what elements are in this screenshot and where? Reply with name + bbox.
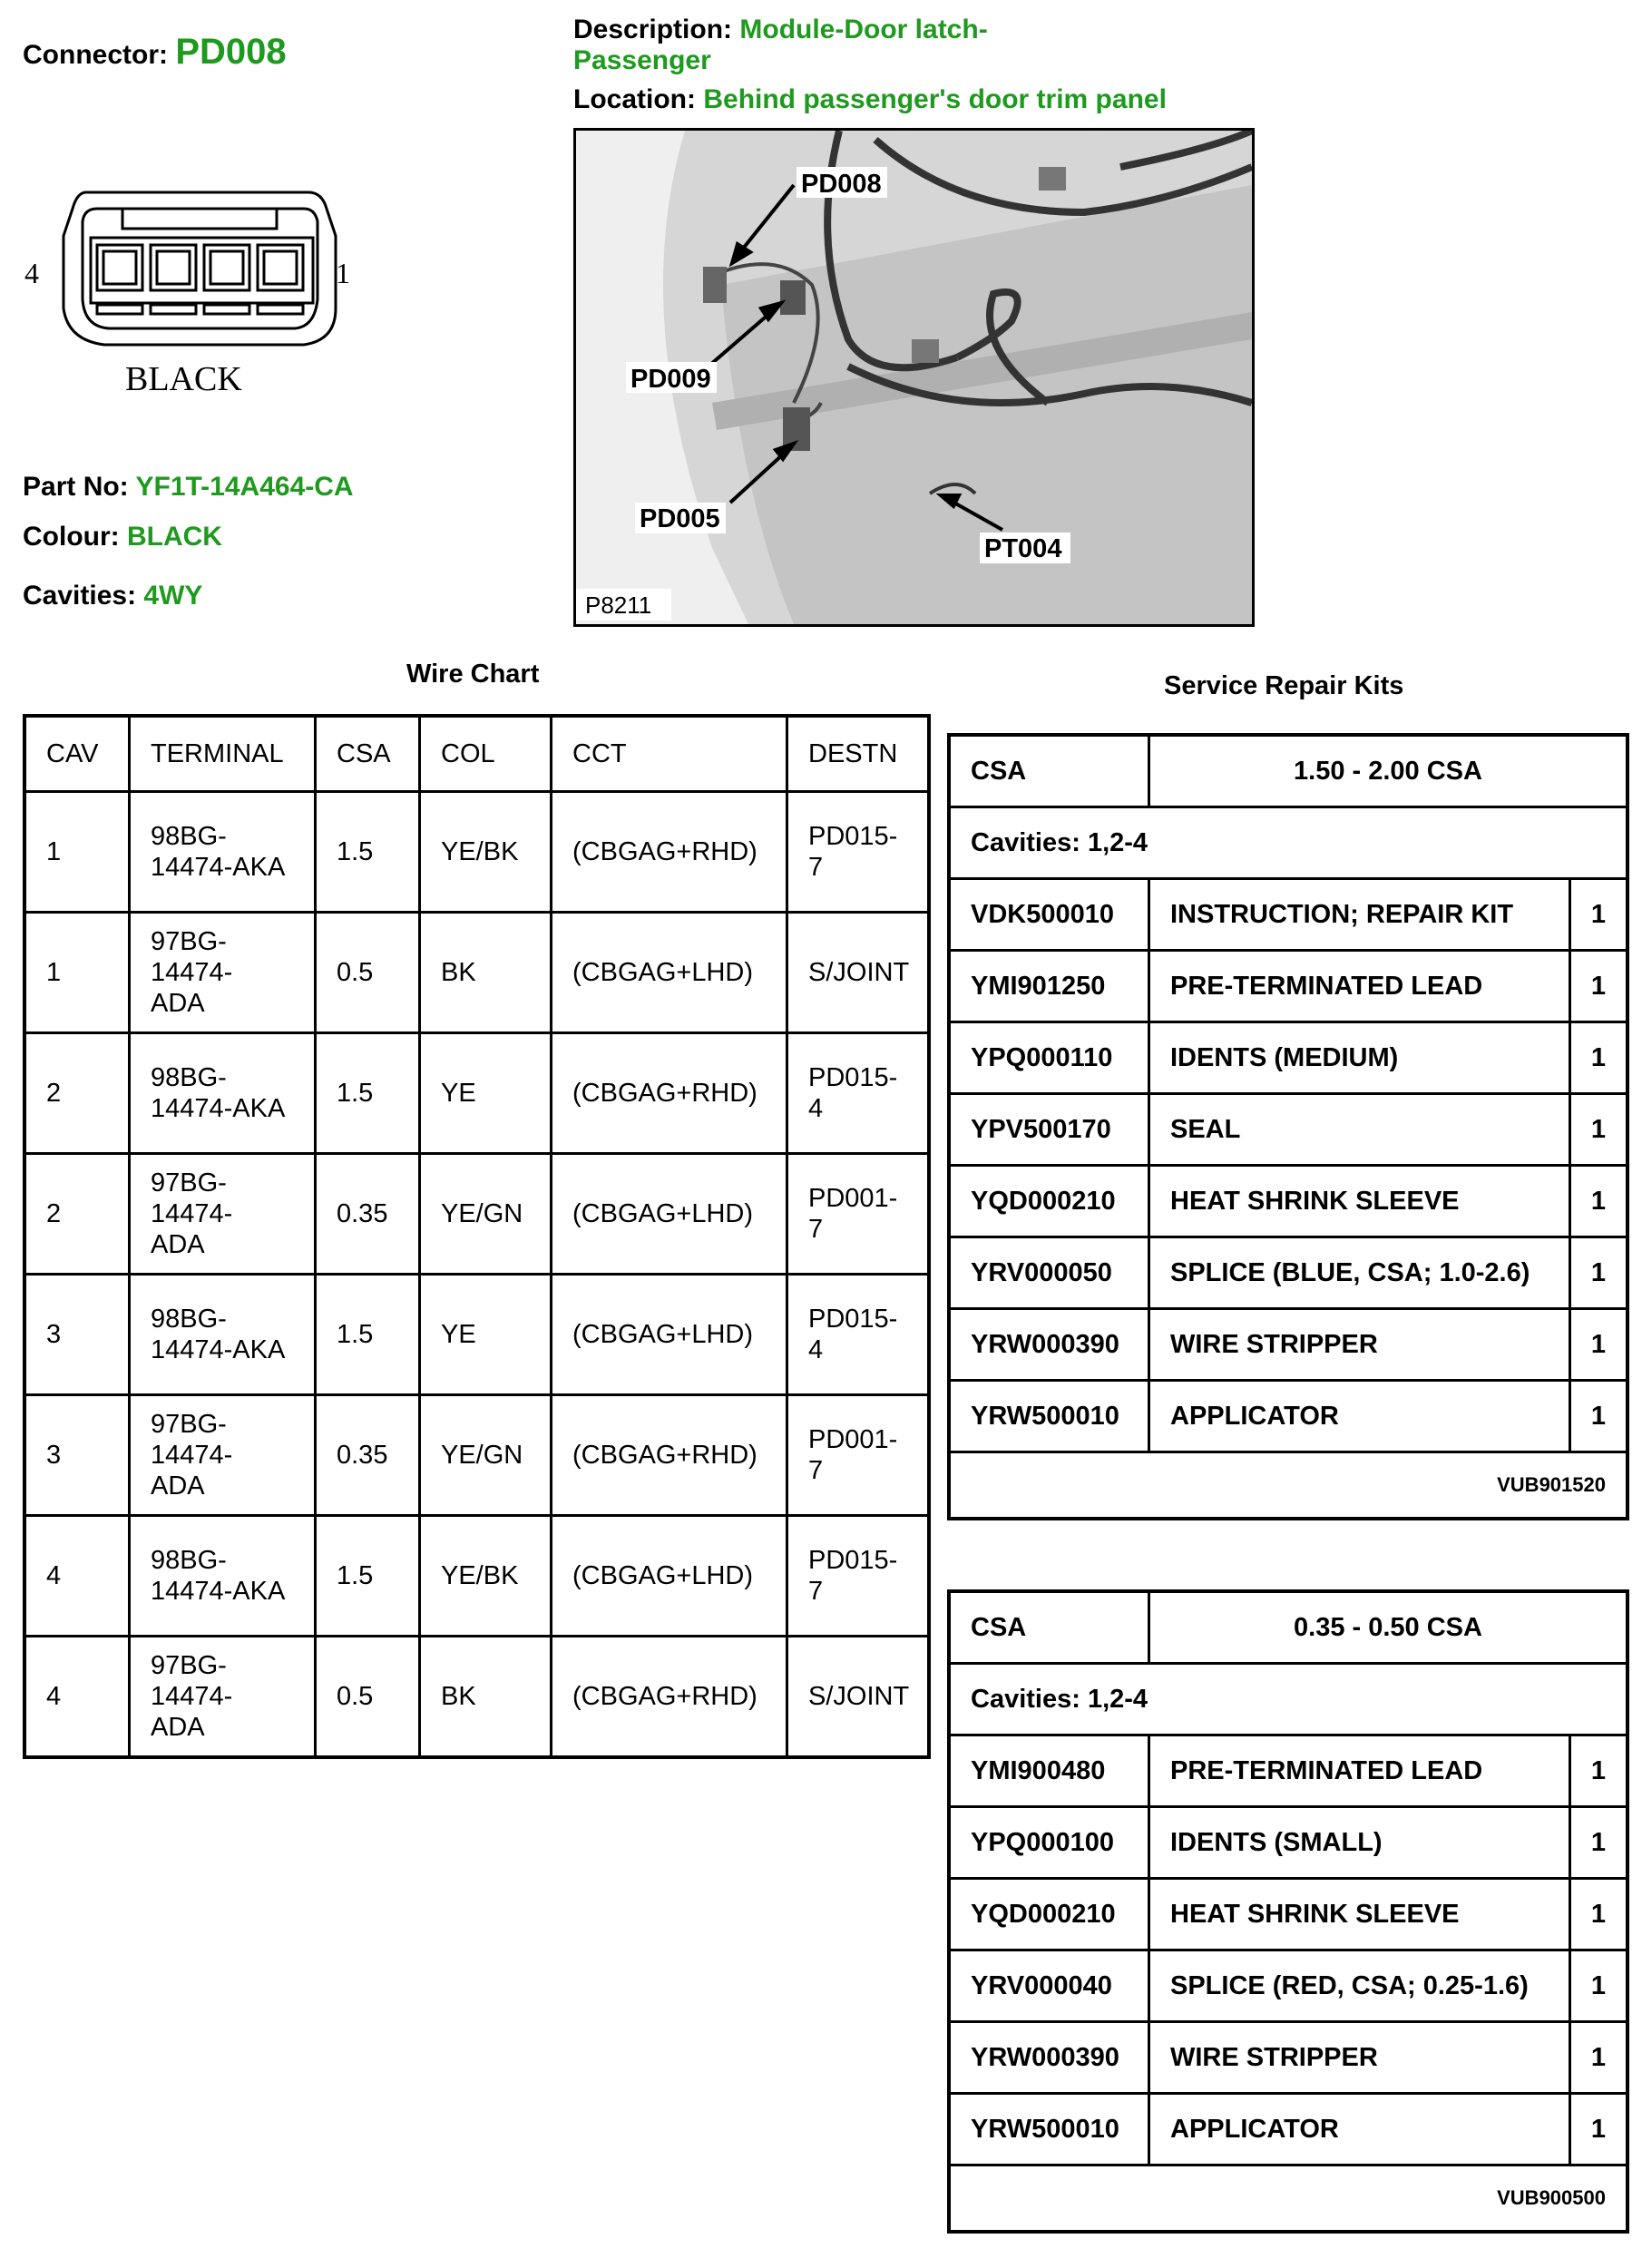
cell-cav: 1 (24, 913, 130, 1033)
kit-csa-row (949, 1591, 1627, 1664)
cell-line: PD015- (808, 1305, 898, 1334)
kit-ref: VUB901520 (949, 1452, 1627, 1520)
cell-cct: (CBGAG+LHD) (552, 1154, 787, 1275)
kit-item-code: YPQ000100 (949, 1807, 1149, 1879)
cell-terminal (130, 1033, 316, 1154)
cell-line: 14474-AKA (151, 853, 286, 882)
cell-col: YE (420, 1033, 552, 1154)
table-row (24, 1395, 929, 1516)
kit-item-code: YRW500010 (949, 1381, 1149, 1452)
cell-line: 7 (808, 853, 824, 882)
kit-item-qty: 1 (1570, 951, 1628, 1022)
description-value-2: Passenger (573, 45, 711, 75)
cell-line: 98BG- (151, 822, 227, 851)
kit-item-desc: SPLICE (RED, CSA; 0.25-1.6) (1149, 1950, 1570, 2022)
kit-item-desc: INSTRUCTION; REPAIR KIT (1149, 879, 1570, 951)
repair-kits-title: Service Repair Kits (1164, 671, 1404, 700)
kit-item-code: YPQ000110 (949, 1022, 1149, 1094)
kit-item-row (949, 1735, 1627, 1807)
table-row (24, 913, 929, 1033)
location-photo (573, 128, 1255, 627)
kit-cavities: Cavities: 1,2-4 (949, 1664, 1627, 1735)
cell-csa: 1.5 (316, 1516, 420, 1637)
cell-col: YE (420, 1275, 552, 1395)
location-value: Behind passenger's door trim panel (703, 84, 1167, 114)
kit-item-row (949, 1022, 1627, 1094)
connector-label: Connector: (23, 40, 168, 70)
kit-item-desc: PRE-TERMINATED LEAD (1149, 951, 1570, 1022)
cell-destn (787, 1154, 930, 1275)
cell-line: 7 (808, 1215, 824, 1244)
cell-cav: 4 (24, 1637, 130, 1758)
kit-item-desc: IDENTS (SMALL) (1149, 1807, 1570, 1879)
cell-col: BK (420, 913, 552, 1033)
cavities-label: Cavities: (23, 581, 137, 611)
callout-pd009: PD009 (630, 365, 711, 394)
table-row (24, 1637, 929, 1758)
kit-item-qty: 1 (1570, 1094, 1628, 1166)
cell-line: 14474-AKA (151, 1577, 286, 1606)
header-destn: DESTN (787, 716, 930, 792)
callout-pd005: PD005 (640, 504, 720, 533)
kit-item-desc: IDENTS (MEDIUM) (1149, 1022, 1570, 1094)
cell-destn (787, 1637, 930, 1758)
cell-line: 98BG- (151, 1546, 227, 1575)
cell-cct: (CBGAG+LHD) (552, 913, 787, 1033)
cell-line: ADA (151, 1230, 205, 1259)
pin-label-right: 1 (336, 257, 350, 289)
cell-line: PD015- (808, 1063, 898, 1092)
kit-item-code: YRW500010 (949, 2094, 1149, 2165)
cell-cct: (CBGAG+RHD) (552, 1395, 787, 1516)
callout-pt004: PT004 (984, 534, 1062, 563)
header-cct: CCT (552, 716, 787, 792)
cell-csa: 1.5 (316, 1275, 420, 1395)
kit-item-desc: APPLICATOR (1149, 2094, 1570, 2165)
cell-col: BK (420, 1637, 552, 1758)
cell-cav: 4 (24, 1516, 130, 1637)
kit-item-row (949, 2022, 1627, 2094)
cell-cct: (CBGAG+LHD) (552, 1516, 787, 1637)
kit-csa-label: CSA (949, 1591, 1149, 1664)
kit-item-row (949, 1166, 1627, 1237)
kit-item-row (949, 1381, 1627, 1452)
cell-cav: 1 (24, 792, 130, 913)
kit-item-qty: 1 (1570, 2022, 1628, 2094)
cell-csa: 0.35 (316, 1395, 420, 1516)
location-photo-svg (576, 131, 1252, 624)
cell-line: 97BG- (151, 1168, 227, 1198)
kit-item-qty: 1 (1570, 879, 1628, 951)
wire-chart-title: Wire Chart (406, 660, 540, 689)
kit-item-row (949, 1879, 1627, 1950)
kit-item-desc: HEAT SHRINK SLEEVE (1149, 1879, 1570, 1950)
cell-line: 97BG- (151, 927, 227, 956)
repair-kit-table (947, 1589, 1629, 2234)
kit-item-qty: 1 (1570, 1879, 1628, 1950)
table-row (24, 1516, 929, 1637)
table-row (24, 1033, 929, 1154)
cell-csa: 0.5 (316, 1637, 420, 1758)
cell-terminal (130, 1395, 316, 1516)
connector-face-svg (23, 181, 367, 399)
kit-item-row (949, 1807, 1627, 1879)
cell-terminal (130, 1154, 316, 1275)
cell-destn (787, 1275, 930, 1395)
cell-line: 4 (808, 1335, 824, 1364)
kit-ref-row (949, 1452, 1627, 1520)
kit-cavities-row (949, 807, 1627, 879)
cell-destn (787, 913, 930, 1033)
cell-terminal (130, 1637, 316, 1758)
colour-block (23, 522, 222, 552)
cell-line: 14474- (151, 1682, 233, 1711)
cell-csa: 0.5 (316, 913, 420, 1033)
connector-face-diagram (23, 181, 367, 399)
kit-item-qty: 1 (1570, 1381, 1628, 1452)
cell-terminal (130, 1516, 316, 1637)
cell-line: 7 (808, 1577, 824, 1606)
cell-line: 14474- (151, 1199, 233, 1228)
location-block (573, 84, 1167, 115)
kit-item-row (949, 879, 1627, 951)
kit-csa-range: 0.35 - 0.50 CSA (1149, 1591, 1628, 1664)
kit-item-code: YMI901250 (949, 951, 1149, 1022)
cell-line: 98BG- (151, 1063, 227, 1092)
kit-item-desc: HEAT SHRINK SLEEVE (1149, 1166, 1570, 1237)
cell-cct: (CBGAG+RHD) (552, 792, 787, 913)
kit-item-qty: 1 (1570, 1309, 1628, 1381)
kit-item-desc: SEAL (1149, 1094, 1570, 1166)
kit-csa-row (949, 735, 1627, 807)
kit-item-code: YMI900480 (949, 1735, 1149, 1807)
cell-destn (787, 1033, 930, 1154)
cell-line: 14474-AKA (151, 1335, 286, 1364)
colour-label: Colour: (23, 522, 120, 552)
kit-item-desc: APPLICATOR (1149, 1381, 1570, 1452)
kit-item-row (949, 1309, 1627, 1381)
cell-csa: 1.5 (316, 1033, 420, 1154)
table-row (24, 1275, 929, 1395)
cell-line: ADA (151, 989, 205, 1018)
kit-item-qty: 1 (1570, 1237, 1628, 1309)
location-label: Location: (573, 84, 696, 114)
kit-item-desc: WIRE STRIPPER (1149, 2022, 1570, 2094)
kit-item-desc: WIRE STRIPPER (1149, 1309, 1570, 1381)
kit-item-row (949, 1094, 1627, 1166)
cell-cav: 3 (24, 1275, 130, 1395)
cell-cct: (CBGAG+LHD) (552, 1275, 787, 1395)
table-row (24, 792, 929, 913)
cell-destn (787, 1516, 930, 1637)
cell-col: YE/BK (420, 792, 552, 913)
cell-line: S/JOINT (808, 1682, 910, 1711)
part-no-label: Part No: (23, 472, 129, 502)
cell-csa: 0.35 (316, 1154, 420, 1275)
cell-csa: 1.5 (316, 792, 420, 913)
cell-line: PD001- (808, 1425, 898, 1454)
cavities-value: 4WY (143, 581, 203, 611)
cell-cav: 2 (24, 1154, 130, 1275)
kit-item-qty: 1 (1570, 1022, 1628, 1094)
cell-terminal (130, 1275, 316, 1395)
header-csa: CSA (316, 716, 420, 792)
cell-line: 97BG- (151, 1410, 227, 1439)
cell-terminal (130, 913, 316, 1033)
connector-heading (23, 32, 287, 73)
kit-item-code: VDK500010 (949, 879, 1149, 951)
kit-item-row (949, 1237, 1627, 1309)
part-no-block (23, 472, 354, 503)
kit-item-qty: 1 (1570, 1735, 1628, 1807)
cell-line: 14474-AKA (151, 1094, 286, 1123)
cell-terminal (130, 792, 316, 913)
description-label: Description: (573, 15, 733, 44)
callout-pd008: PD008 (801, 170, 882, 199)
connector-color-text: BLACK (125, 360, 242, 398)
kit-cavities: Cavities: 1,2-4 (949, 807, 1627, 879)
cell-destn (787, 792, 930, 913)
photo-ref: P8211 (585, 591, 652, 619)
kit-item-row (949, 951, 1627, 1022)
colour-value: BLACK (126, 522, 222, 552)
repair-kit-table (947, 733, 1629, 1520)
wire-chart-header-row (24, 716, 929, 792)
cell-col: YE/BK (420, 1516, 552, 1637)
cell-col: YE/GN (420, 1154, 552, 1275)
part-no-value: YF1T-14A464-CA (135, 472, 354, 502)
cell-line: ADA (151, 1471, 205, 1501)
kit-item-code: YRW000390 (949, 1309, 1149, 1381)
cell-cav: 2 (24, 1033, 130, 1154)
description-value-1: Module-Door latch- (739, 15, 988, 44)
cell-cct: (CBGAG+RHD) (552, 1637, 787, 1758)
kit-item-desc: PRE-TERMINATED LEAD (1149, 1735, 1570, 1807)
pin-label-left: 4 (24, 257, 39, 289)
header-col: COL (420, 716, 552, 792)
header-cav: CAV (24, 716, 130, 792)
kit-item-code: YRW000390 (949, 2022, 1149, 2094)
cell-cav: 3 (24, 1395, 130, 1516)
cell-line: ADA (151, 1713, 205, 1742)
kit-item-code: YRV000040 (949, 1950, 1149, 2022)
kit-ref: VUB900500 (949, 2165, 1627, 2233)
kit-item-qty: 1 (1570, 1166, 1628, 1237)
kit-item-desc: SPLICE (BLUE, CSA; 1.0-2.6) (1149, 1237, 1570, 1309)
kit-item-qty: 1 (1570, 1807, 1628, 1879)
cell-line: S/JOINT (808, 958, 910, 987)
description-block (573, 15, 988, 76)
kit-item-qty: 1 (1570, 1950, 1628, 2022)
kit-ref-row (949, 2165, 1627, 2233)
kit-item-row (949, 2094, 1627, 2165)
cell-line: PD015- (808, 1546, 898, 1575)
cell-destn (787, 1395, 930, 1516)
cell-line: PD001- (808, 1184, 898, 1213)
kit-item-code: YPV500170 (949, 1094, 1149, 1166)
cell-line: 97BG- (151, 1651, 227, 1680)
table-row (24, 1154, 929, 1275)
wire-chart-table (23, 714, 931, 1759)
kit-item-row (949, 1950, 1627, 2022)
kit-cavities-row (949, 1664, 1627, 1735)
cavities-block (23, 581, 202, 611)
kit-csa-label: CSA (949, 735, 1149, 807)
kit-item-code: YRV000050 (949, 1237, 1149, 1309)
kit-csa-range: 1.50 - 2.00 CSA (1149, 735, 1628, 807)
cell-line: 4 (808, 1094, 824, 1123)
cell-col: YE/GN (420, 1395, 552, 1516)
cell-line: 7 (808, 1456, 824, 1485)
cell-cct: (CBGAG+RHD) (552, 1033, 787, 1154)
cell-line: 14474- (151, 1441, 233, 1470)
cell-line: 98BG- (151, 1305, 227, 1334)
connector-id: PD008 (175, 32, 287, 72)
header-terminal: TERMINAL (130, 716, 316, 792)
cell-line: PD015- (808, 822, 898, 851)
kit-item-code: YQD000210 (949, 1879, 1149, 1950)
cell-line: 14474- (151, 958, 233, 987)
kit-item-code: YQD000210 (949, 1166, 1149, 1237)
kit-item-qty: 1 (1570, 2094, 1628, 2165)
